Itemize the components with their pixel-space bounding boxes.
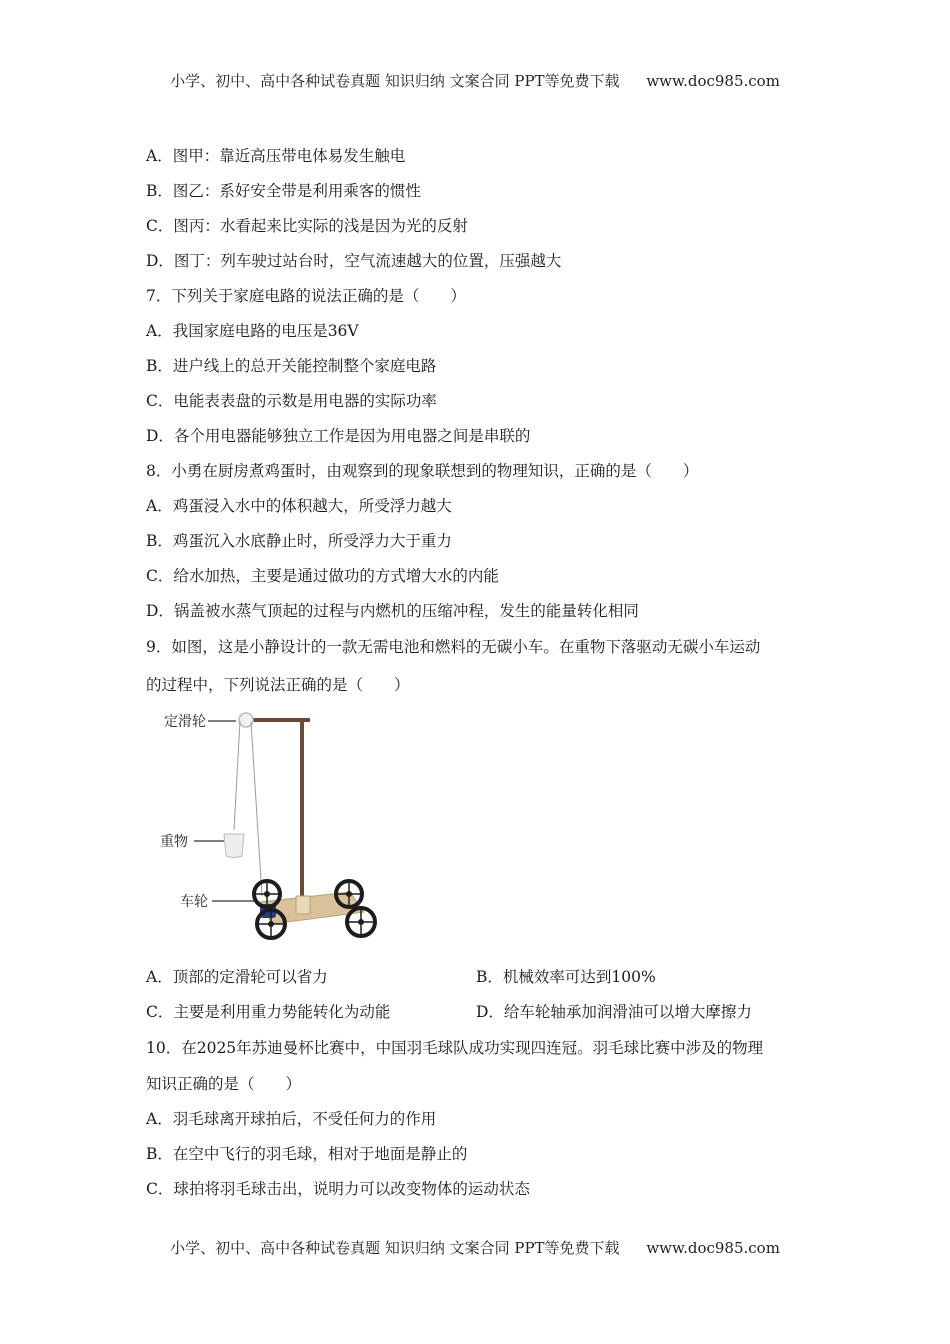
- q10-stem-line1: 10．在2025年苏迪曼杯比赛中，中国羽毛球队成功实现四连冠。羽毛球比赛中涉及的物理: [146, 1039, 764, 1057]
- string-to-axle: [251, 722, 262, 896]
- footer-text: 小学、初中、高中各种试卷真题 知识归纳 文案合同 PPT等免费下载: [170, 1239, 620, 1257]
- q6-option-a: A．图甲：靠近高压带电体易发生触电: [146, 147, 406, 165]
- q9-stem-line2: 的过程中，下列说法正确的是（ ）: [146, 676, 410, 694]
- pole-mount: [296, 896, 310, 914]
- q8-option-a: A．鸡蛋浸入水中的体积越大，所受浮力越大: [146, 497, 452, 515]
- wheel-front-left: [257, 910, 285, 938]
- q6-option-d: D．图丁：列车驶过站台时，空气流速越大的位置，压强越大: [146, 252, 562, 270]
- q7-option-b: B．进户线上的总开关能控制整个家庭电路: [146, 357, 437, 375]
- q9-option-c: C．主要是利用重力势能转化为动能: [146, 1003, 391, 1021]
- q7-option-c: C．电能表表盘的示数是用电器的实际功率: [146, 392, 437, 410]
- q9-option-d: D．给车轮轴承加润滑油可以增大摩擦力: [476, 1003, 752, 1021]
- q10-option-c: C．球拍将羽毛球击出，说明力可以改变物体的运动状态: [146, 1180, 530, 1198]
- footer-site-link[interactable]: www.doc985.com: [646, 1239, 780, 1257]
- q10-option-b: B．在空中飞行的羽毛球，相对于地面是静止的: [146, 1145, 468, 1163]
- pulley-label: 定滑轮: [164, 714, 206, 730]
- car-diagram: [150, 706, 390, 946]
- header-site-link[interactable]: www.doc985.com: [646, 72, 780, 90]
- carbon-free-car-figure: [150, 706, 390, 946]
- wheel-rear-right: [336, 881, 362, 907]
- q9-option-b: B．机械效率可达到100%: [476, 968, 656, 986]
- q7-option-a: A．我国家庭电路的电压是36V: [146, 322, 359, 340]
- string-to-weight: [234, 721, 240, 830]
- q10-option-a: A．羽毛球离开球拍后，不受任何力的作用: [146, 1110, 437, 1128]
- q6-option-b: B．图乙：系好安全带是利用乘客的惯性: [146, 182, 421, 200]
- q8-option-d: D．锅盖被水蒸气顶起的过程与内燃机的压缩冲程，发生的能量转化相同: [146, 602, 639, 620]
- q9-option-a: A．顶部的定滑轮可以省力: [146, 968, 328, 986]
- q8-option-b: B．鸡蛋沉入水底静止时，所受浮力大于重力: [146, 532, 452, 550]
- weight-label: 重物: [160, 834, 188, 850]
- page-header: [0, 70, 950, 91]
- page-footer: [0, 1237, 950, 1258]
- vertical-pole: [300, 720, 304, 900]
- q8-stem: 8．小勇在厨房煮鸡蛋时，由观察到的现象联想到的物理知识，正确的是（ ）: [146, 462, 699, 480]
- weight-block: [224, 834, 244, 858]
- header-text: 小学、初中、高中各种试卷真题 知识归纳 文案合同 PPT等免费下载: [170, 72, 620, 90]
- wheel-label: 车轮: [180, 894, 208, 910]
- q7-stem: 7．下列关于家庭电路的说法正确的是（ ）: [146, 287, 466, 305]
- q8-option-c: C．给水加热，主要是通过做功的方式增大水的内能: [146, 567, 499, 585]
- q9-stem-line1: 9．如图，这是小静设计的一款无需电池和燃料的无碳小车。在重物下落驱动无碳小车运动: [146, 638, 761, 656]
- q7-option-d: D．各个用电器能够独立工作是因为用电器之间是串联的: [146, 427, 531, 445]
- wheel-front-right: [347, 908, 375, 936]
- q6-option-c: C．图丙：水看起来比实际的浅是因为光的反射: [146, 217, 468, 235]
- q10-stem-line2: 知识正确的是（ ）: [146, 1075, 302, 1093]
- wheel-rear-left: [254, 881, 280, 907]
